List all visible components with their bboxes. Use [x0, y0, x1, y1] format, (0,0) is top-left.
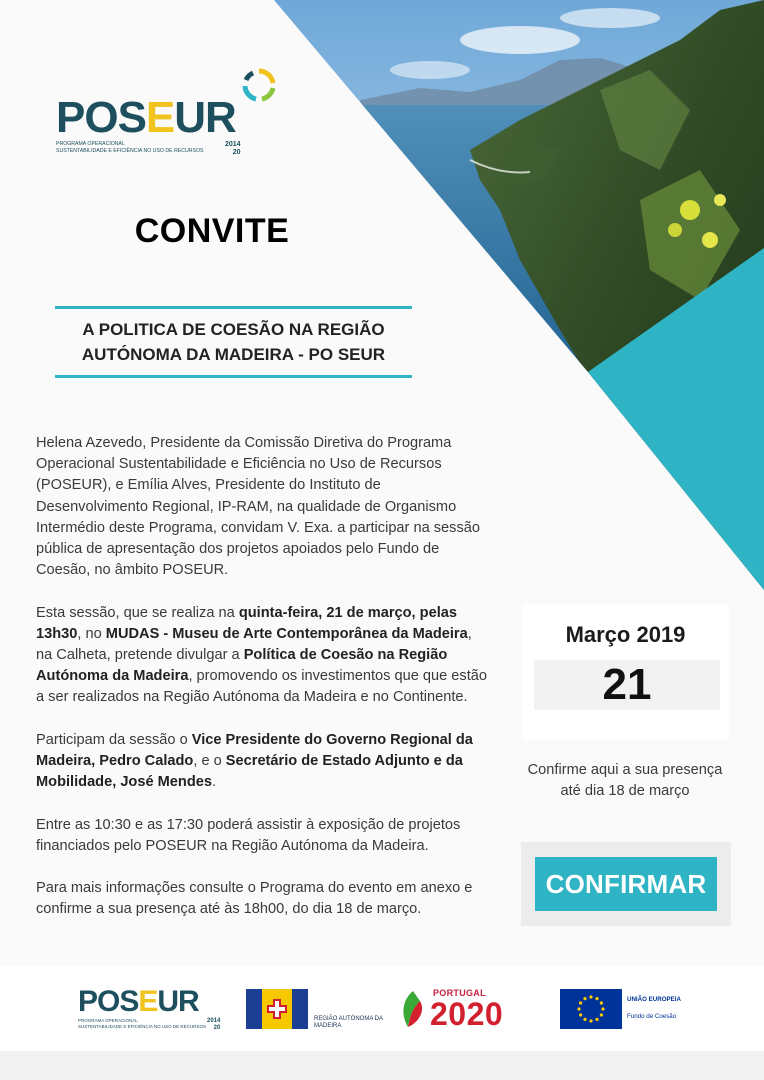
eu-logo [560, 989, 690, 1029]
paragraph-session: Esta sessão, que se realiza na quinta-feira, 21 de março, pelas 13h30, no MUDAS - Museu de Arte Contemporânea da Madeira, na Calheta, pretende divulgar a Política de Coesão na Região Autónoma da Madeira, promovendo os investimentos que que estão a ser realizados na Região Autónoma da Madeira e no Continente. [36, 604, 487, 706]
footer-poseur-years: 2014 20 [207, 1018, 221, 1031]
event-day-box [534, 660, 720, 710]
poseur-logo [56, 68, 286, 168]
paragraph-exhibition: Entre as 10:30 e as 17:30 poderá assistir à exposição de projetos financiados pelo POSEUR na Região Autónoma da Madeira. [36, 816, 461, 854]
footer-poseur-logo [78, 987, 228, 1033]
madeira-label: REGIÃO AUTÓNOMA DA MADEIRA [314, 1016, 383, 1029]
page-title: CONVITE [134, 212, 290, 250]
poseur-ring-icon [242, 68, 276, 102]
portugal-2020-big: 2020 [430, 996, 504, 1032]
rsvp-text: Confirme aqui a sua presença até dia 18 de março [527, 762, 723, 800]
confirm-button-container [521, 842, 731, 926]
eu-flag-icon [560, 989, 622, 1029]
event-date-card [522, 604, 729, 740]
footer-logos [0, 965, 764, 1051]
poseur-wordmark: POSEUR [56, 93, 236, 142]
portugal-2020-logo [398, 985, 538, 1033]
eu-label: UNIÃO EUROPEIA [627, 996, 681, 1003]
invitation-body [36, 433, 492, 942]
paragraph-info: Para mais informações consulte o Programa do evento em anexo e confirme a sua presença até às 18h00, do dia 18 de março. [36, 880, 473, 918]
paragraph-intro: Helena Azevedo, Presidente da Comissão Diretiva do Programa Operacional Sustentabilidade e Eficiência no Uso de Recursos (POSEUR), e Emília Alves, Presidente do Instituto de Desenvolvimento Regional, IP-RAM, na qualidade de Organismo Intermédio deste Programa, convidam V. Exa. a participar na sessão pública de apresentação dos projetos apoiados pelo Fundo de Coesão, no âmbito POSEUR. [36, 435, 480, 579]
eu-fund-label: Fundo de Coesão [627, 1013, 677, 1020]
portugal-2020-mark-icon [398, 989, 428, 1029]
poseur-years: 2014 20 [225, 141, 241, 156]
footer-poseur-subtitle: PROGRAMA OPERACIONAL SUSTENTABILIDADE E EFICIÊNCIA NO USO DE RECURSOS [78, 1018, 206, 1029]
event-month-year: Março 2019 [565, 622, 686, 647]
portugal-2020-small: PORTUGAL [433, 988, 486, 998]
confirm-button[interactable]: CONFIRMAR [535, 857, 717, 911]
poseur-subtitle: PROGRAMA OPERACIONAL SUSTENTABILIDADE E EFICIÊNCIA NO USO DE RECURSOS [56, 141, 204, 154]
madeira-flag-icon [246, 989, 308, 1029]
event-day: 21 [602, 660, 652, 709]
madeira-logo [246, 989, 386, 1029]
paragraph-participants: Participam da sessão o Vice Presidente do Governo Regional da Madeira, Pedro Calado, e o Secretário de Estado Adjunto e da Mobilidade, José Mendes. [36, 731, 473, 791]
footer-poseur-wordmark: POSEUR [78, 985, 199, 1018]
event-subtitle: A POLITICA DE COESÃO NA REGIÃO AUTÓNOMA DA MADEIRA - PO SEUR [55, 306, 412, 378]
